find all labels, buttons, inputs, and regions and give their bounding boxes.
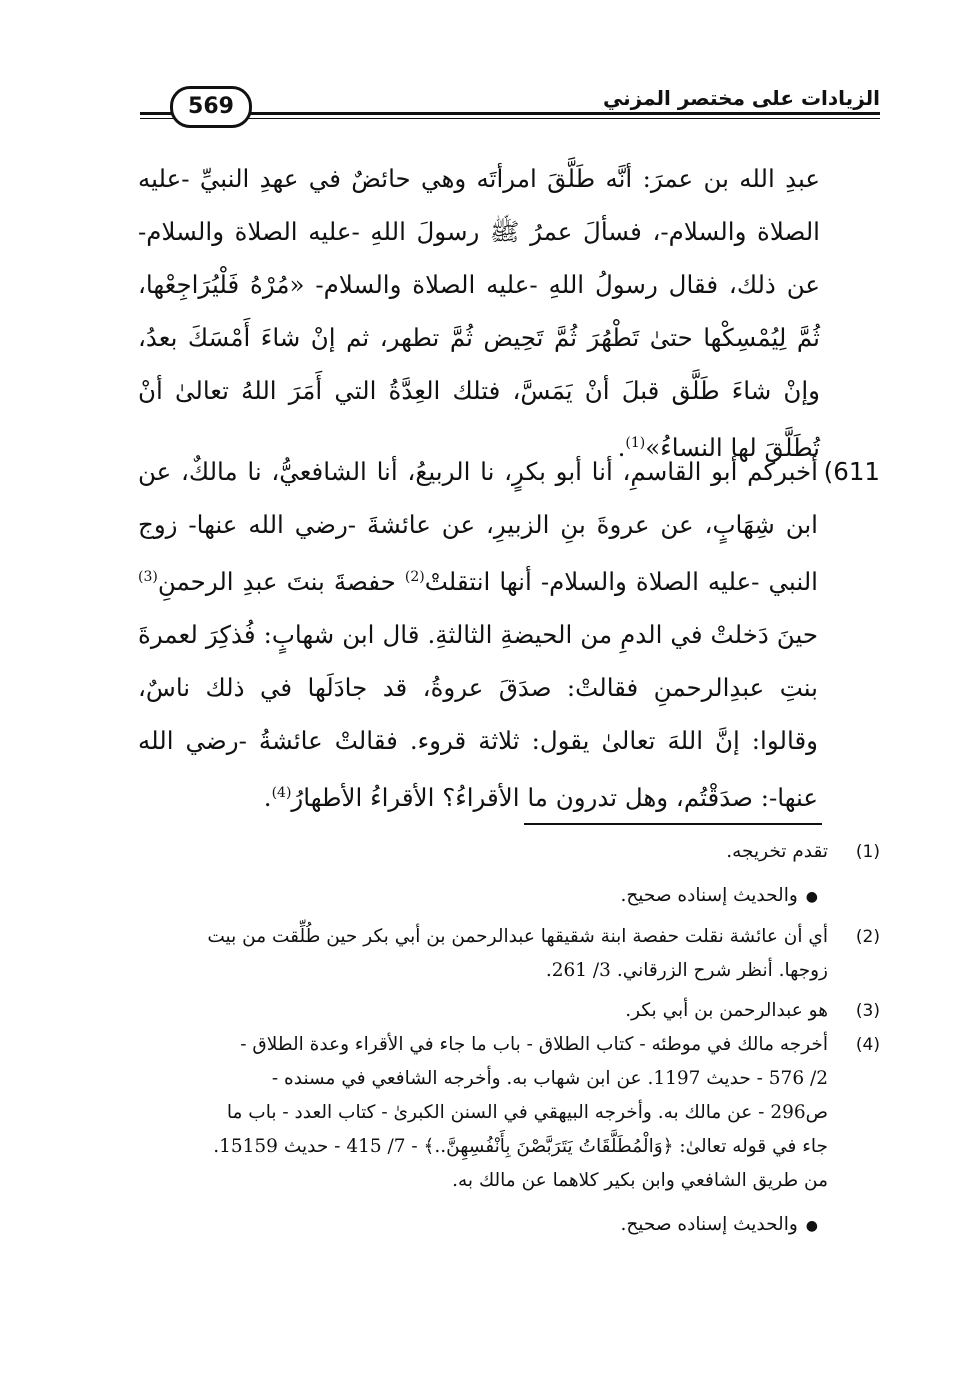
paragraph-end: . <box>617 433 626 463</box>
header-rule-thin <box>140 118 880 119</box>
hadith-text-end: . <box>263 783 272 813</box>
hadith-block <box>138 445 880 824</box>
footnote-line: من طريق الشافعي وابن بكير كلاهما عن مالك به. <box>452 1170 828 1191</box>
footnote-bullet-line <box>138 1208 828 1243</box>
footnote-4 <box>138 1028 880 1243</box>
footnote-line: 2/ 576 - حديث 1197. عن ابن شهاب به. وأخرجه الشافعي في مسنده - <box>271 1068 828 1089</box>
hadith-number: 611) <box>823 457 880 486</box>
bullet-icon: ● <box>805 1218 818 1234</box>
footnote-line: أخرجه مالك في موطئه - كتاب الطلاق - باب ما جاء في الأقراء وعدة الطلاق - <box>240 1034 828 1055</box>
paragraph-continued <box>138 152 820 474</box>
footnote-ref: (4) <box>271 785 292 802</box>
footnote-number: (2) <box>855 927 880 947</box>
footnote-bullet-line <box>138 879 828 914</box>
hadith-text-part: حفصةَ بنتَ عبدِ الرحمنِ <box>157 567 405 597</box>
page-header <box>140 84 880 130</box>
paragraph-text: عبدِ الله بن عمرَ: أنَّه طَلَّقَ امرأتَه وهي حائضٌ في عهدِ النبيِّ -عليه الصلاة والسلام-، فسألَ عمرُ ﷺ رسولَ اللهِ -عليه الصلاة والسلام- عن ذلك، فقال رسولُ اللهِ -عليه الصلاة والسلام- «مُرْهُ فَلْيُرَاجِعْها، ثُمَّ لِيُمْسِكْها حتىٰ تَطْهُرَ ثُمَّ تَحِيض ثُمَّ تطهر، ثم إنْ شاءَ أَمْسَكَ بعدُ، وإنْ شاءَ طَلَّق قبلَ أنْ يَمَسَّ، فتلك العِدَّةُ التي أَمَرَ اللهُ تعالىٰ أنْ تُطَلَّقَ لها النساءُ» <box>138 164 820 463</box>
footnote-line: ص296 - عن مالك به. وأخرجه البيهقي في السنن الكبرىٰ - كتاب العدد - باب ما <box>226 1102 828 1123</box>
bullet-icon: ● <box>805 889 818 905</box>
footnote-ref: (3) <box>138 569 158 585</box>
footnote-line: تقدم تخريجه. <box>726 841 828 862</box>
page-number: 569 <box>170 86 252 128</box>
footnote-1 <box>138 835 880 914</box>
footnote-line: جاء في قوله تعالىٰ: ﴿وَالْمُطَلَّقَاتُ يَتَرَبَّصْنَ بِأَنْفُسِهِنَّ..﴾ - 7/ 415 - حديث 15159. <box>213 1136 828 1157</box>
footnote-line: هو عبدالرحمن بن أبي بكر. <box>625 1000 828 1021</box>
footnote-bullet-text: والحديث إسناده صحيح. <box>620 885 798 906</box>
footnote-ref: (1) <box>625 435 646 451</box>
main-text <box>138 152 820 474</box>
footnote-separator <box>524 823 822 825</box>
footnote-line: زوجها. أنظر شرح الزرقاني. 3/ 261. <box>545 960 828 981</box>
footnote-2 <box>138 920 880 988</box>
hadith-text-part: حينَ دَخلتْ في الدمِ من الحيضةِ الثالثةِ. قال ابن شهابٍ: فُذكِرَ لعمرةَ بنتِ عبدِالرحمنِ فقالتْ: صدَقَ عروةُ، قد جادَلَها في ذلك ناسٌ، وقالوا: إنَّ اللهَ تعالىٰ يقول: ثلاثة قروء. فقالتْ عائشةُ -رضي الله عنها-: صدَقْتُم، وهل تدرون ما الأقراءُ؟ الأقراءُ الأطهارُ <box>138 620 818 813</box>
footnote-line: أي أن عائشة نقلت حفصة ابنة شقيقها عبدالرحمن بن أبي بكر حين طُلِّقت من بيت <box>207 926 828 947</box>
footnote-ref: (2) <box>404 569 425 585</box>
footnote-number: (4) <box>855 1035 880 1055</box>
footnote-number: (3) <box>855 1001 880 1021</box>
footnotes <box>138 835 880 1249</box>
footnote-3 <box>138 994 880 1028</box>
book-title: الزيادات على مختصر المزني <box>593 84 880 112</box>
hadith-text <box>138 445 818 824</box>
hadith-text-part: أخبركم أبو القاسمِ، أنا أبو بكرٍ، نا الربيعُ، أنا الشافعيُّ، نا مالكٌ، عن ابن شِهَابٍ، عن عروةَ بنِ الزبيرِ، عن عائشةَ -رضي الله عنها- زوج النبي -عليه الصلاة والسلام- أنها انتقلتْ <box>138 457 818 597</box>
footnote-bullet-text: والحديث إسناده صحيح. <box>620 1214 798 1235</box>
footnote-number: (1) <box>855 842 880 862</box>
